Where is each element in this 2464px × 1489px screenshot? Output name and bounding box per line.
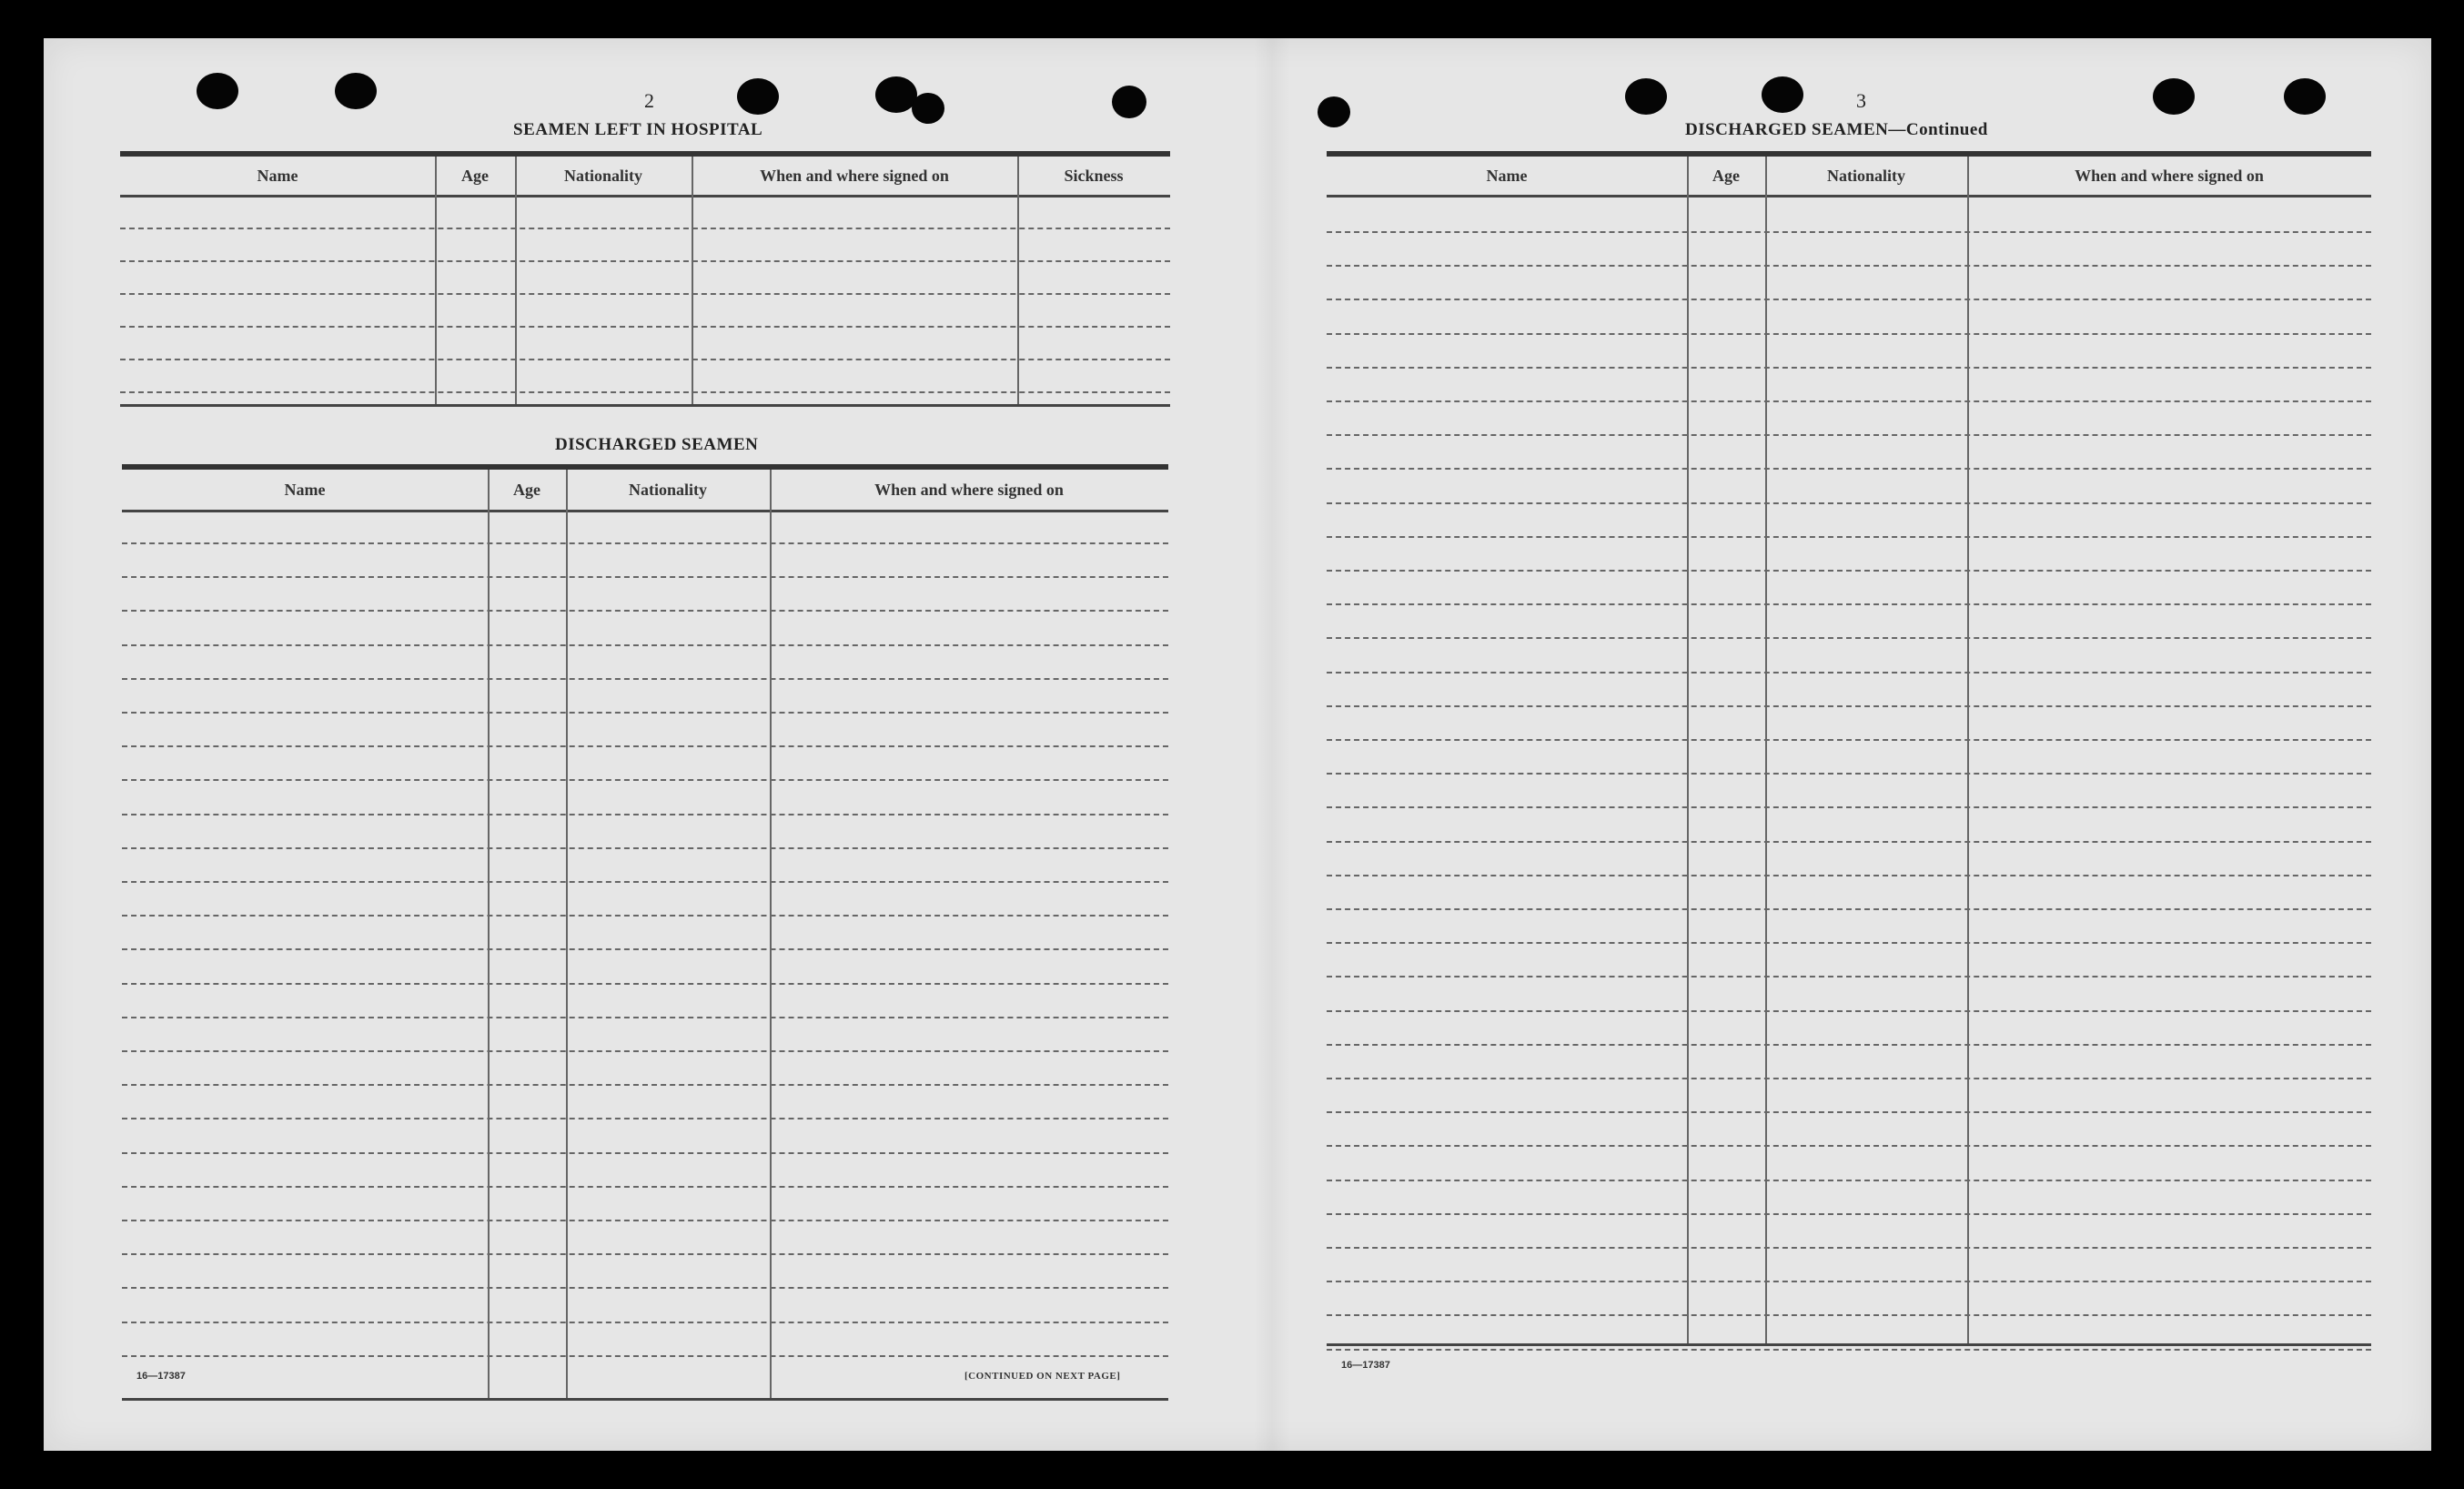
table-row[interactable] (1327, 1078, 2371, 1079)
column-header-when-and-where-signed-on: When and where signed on (760, 167, 949, 185)
column-divider (1967, 157, 1969, 1343)
table-row[interactable] (122, 610, 1168, 612)
table-row[interactable] (120, 293, 1170, 295)
column-header-age: Age (461, 167, 489, 185)
column-header-nationality: Nationality (1826, 167, 1905, 185)
table-row[interactable] (1327, 705, 2371, 707)
column-divider (1017, 157, 1019, 404)
table-bottom-rule (122, 1398, 1168, 1401)
column-divider (566, 470, 568, 1398)
table-row[interactable] (1327, 672, 2371, 674)
table-bottom-rule (1327, 1343, 2371, 1346)
table-bottom-rule (120, 404, 1170, 407)
table-row[interactable] (122, 576, 1168, 578)
column-header-when-and-where-signed-on: When and where signed on (2075, 167, 2264, 185)
table-row[interactable] (1327, 468, 2371, 470)
column-header-nationality: Nationality (628, 481, 707, 499)
table-row[interactable] (1327, 942, 2371, 944)
punch-hole (2284, 78, 2326, 115)
table-row[interactable] (1327, 806, 2371, 808)
table-row[interactable] (122, 542, 1168, 544)
table-row[interactable] (1327, 908, 2371, 910)
column-header-name: Name (284, 481, 326, 499)
table-row[interactable] (1327, 367, 2371, 369)
column-divider (770, 470, 772, 1398)
table-row[interactable] (122, 1118, 1168, 1119)
continued-note: [CONTINUED ON NEXT PAGE] (964, 1371, 1121, 1382)
punch-hole (335, 73, 377, 109)
column-header-when-and-where-signed-on: When and where signed on (874, 481, 1064, 499)
punch-hole (737, 78, 779, 115)
punch-hole (1318, 96, 1350, 127)
table-row[interactable] (122, 948, 1168, 950)
column-header-age: Age (1712, 167, 1740, 185)
punch-hole (1762, 76, 1803, 113)
column-divider (1687, 157, 1689, 1343)
table-row[interactable] (122, 1050, 1168, 1052)
table-row[interactable] (1327, 773, 2371, 775)
table-row[interactable] (1327, 1349, 2371, 1351)
column-header-name: Name (257, 167, 298, 185)
table-row[interactable] (1327, 400, 2371, 402)
discharged-continued-title (1685, 120, 1988, 140)
table-row[interactable] (122, 1287, 1168, 1289)
punch-hole (1625, 78, 1667, 115)
form-number: 16—17387 (136, 1371, 186, 1382)
discharged-continued-table (1327, 151, 2371, 1398)
table-row[interactable] (120, 260, 1170, 262)
column-divider (435, 157, 437, 404)
table-row[interactable] (1327, 1010, 2371, 1012)
table-row[interactable] (120, 228, 1170, 229)
table-row[interactable] (122, 847, 1168, 849)
table-row[interactable] (1327, 1145, 2371, 1147)
punch-hole (2153, 78, 2195, 115)
table-row[interactable] (1327, 333, 2371, 335)
column-divider (515, 157, 517, 404)
table-row[interactable] (1327, 1314, 2371, 1316)
table-row[interactable] (1327, 265, 2371, 267)
table-row[interactable] (1327, 739, 2371, 741)
table-row[interactable] (1327, 875, 2371, 876)
table-row[interactable] (122, 915, 1168, 917)
form-number: 16—17387 (1341, 1360, 1390, 1371)
table-row[interactable] (122, 1253, 1168, 1255)
table-row[interactable] (120, 326, 1170, 328)
punch-hole (1112, 86, 1146, 118)
header-underline (120, 195, 1170, 198)
table-row[interactable] (122, 814, 1168, 815)
hospital-table (120, 151, 1170, 410)
table-row[interactable] (1327, 1044, 2371, 1046)
column-header-age: Age (513, 481, 540, 499)
table-row[interactable] (122, 745, 1168, 747)
column-divider (488, 470, 490, 1398)
table-row[interactable] (1327, 1281, 2371, 1282)
table-row[interactable] (122, 712, 1168, 714)
table-row[interactable] (122, 678, 1168, 680)
table-row[interactable] (1327, 570, 2371, 572)
table-row[interactable] (1327, 536, 2371, 538)
table-row[interactable] (1327, 1111, 2371, 1113)
table-row[interactable] (122, 1152, 1168, 1154)
table-row[interactable] (122, 983, 1168, 985)
column-header-nationality: Nationality (563, 167, 642, 185)
table-row[interactable] (120, 391, 1170, 393)
table-row[interactable] (120, 359, 1170, 360)
discharged-table (122, 464, 1168, 1407)
table-row[interactable] (1327, 841, 2371, 843)
table-row[interactable] (1327, 299, 2371, 300)
hospital-section-title: SEAMEN LEFT IN HOSPITAL (513, 120, 763, 139)
table-row[interactable] (122, 1186, 1168, 1188)
table-row[interactable] (1327, 1180, 2371, 1181)
table-row[interactable] (122, 1322, 1168, 1323)
table-row[interactable] (122, 881, 1168, 883)
table-row[interactable] (122, 1220, 1168, 1221)
title-suffix: —Continued (1888, 120, 1988, 139)
header-underline (122, 510, 1168, 512)
table-row[interactable] (1327, 1247, 2371, 1249)
table-row[interactable] (122, 1084, 1168, 1086)
table-row[interactable] (1327, 1213, 2371, 1215)
table-row[interactable] (1327, 434, 2371, 436)
punch-hole (912, 93, 944, 124)
column-header-name: Name (1486, 167, 1528, 185)
page-fold (1254, 38, 1290, 1451)
punch-hole (197, 73, 238, 109)
table-row[interactable] (1327, 231, 2371, 233)
left-page-number: 2 (644, 89, 654, 112)
discharged-section-title: DISCHARGED SEAMEN (555, 435, 759, 454)
right-page-number: 3 (1856, 89, 1866, 112)
column-divider (692, 157, 693, 404)
table-row[interactable] (122, 779, 1168, 781)
document-sheet (44, 38, 2431, 1451)
table-row[interactable] (1327, 603, 2371, 605)
table-row[interactable] (122, 644, 1168, 646)
table-row[interactable] (1327, 637, 2371, 639)
column-header-sickness: Sickness (1064, 167, 1124, 185)
column-divider (1765, 157, 1767, 1343)
title-main: DISCHARGED SEAMEN (1685, 120, 1889, 139)
table-row[interactable] (122, 1355, 1168, 1357)
header-underline (1327, 195, 2371, 198)
table-row[interactable] (1327, 502, 2371, 504)
table-row[interactable] (122, 1017, 1168, 1018)
table-row[interactable] (1327, 976, 2371, 977)
